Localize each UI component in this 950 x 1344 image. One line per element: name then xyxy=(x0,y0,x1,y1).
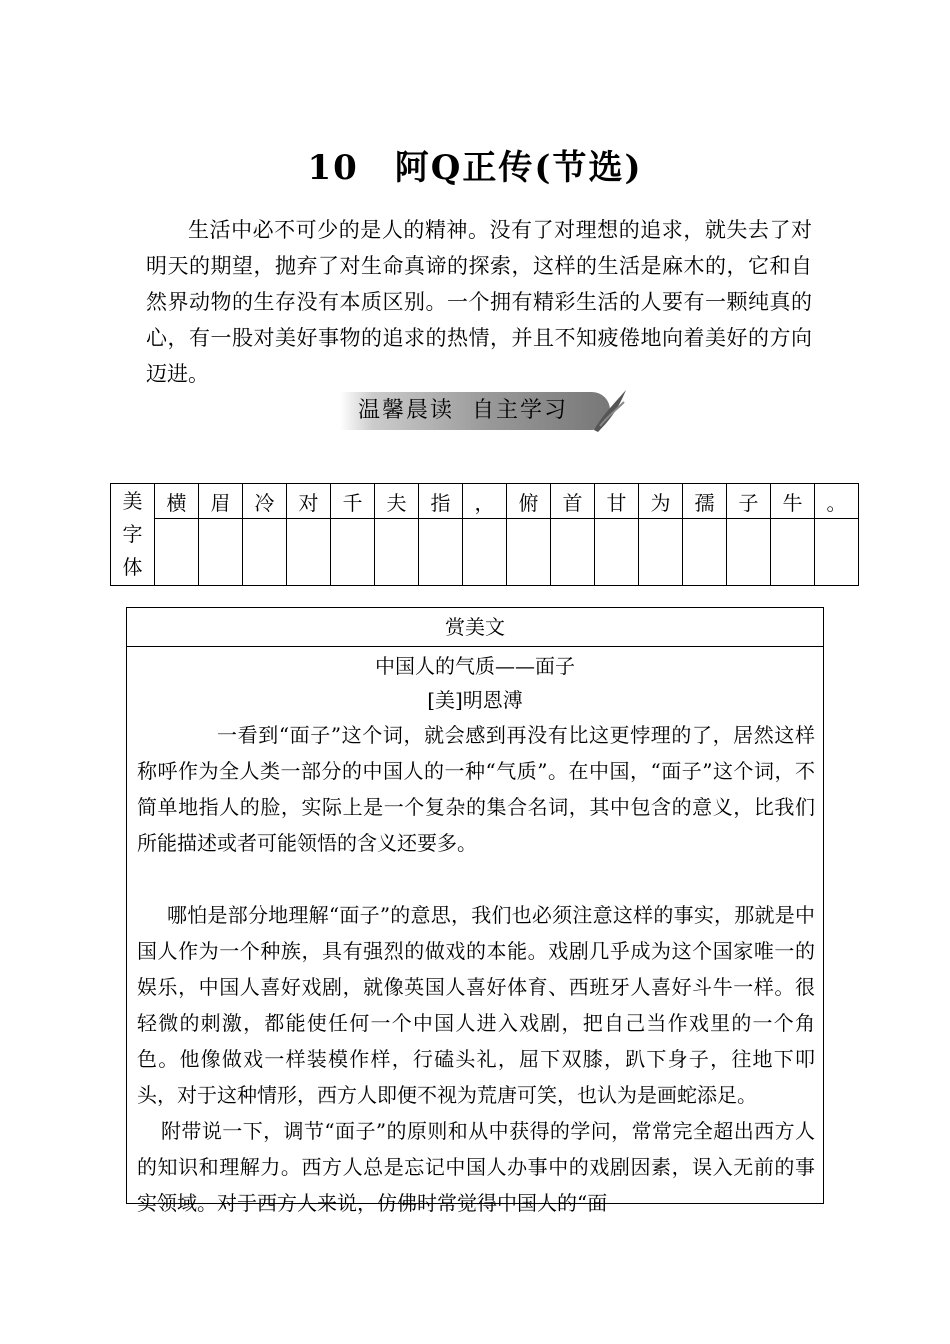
char-cell: 俯 xyxy=(507,484,551,519)
char-cell: 横 xyxy=(155,484,199,519)
practice-cell[interactable] xyxy=(595,519,639,586)
banner-text: 温馨晨读 自主学习 xyxy=(358,398,568,423)
char-cell: 牛 xyxy=(771,484,815,519)
practice-cell[interactable] xyxy=(639,519,683,586)
article-header: 赏美文 xyxy=(127,608,823,647)
char-cell: 指 xyxy=(419,484,463,519)
practice-cell[interactable] xyxy=(155,519,199,586)
practice-cell[interactable] xyxy=(287,519,331,586)
practice-cell[interactable] xyxy=(727,519,771,586)
brush-stroke-icon xyxy=(590,386,630,436)
char-cell: ， xyxy=(463,484,507,519)
article-paragraph: 附带说一下，调节“面子”的原则和从中获得的学问，常常完全超出西方人的知识和理解力。西方人总是忘记中国人办事中的戏剧因素，误入无前的事实领域。对于西方人来说，仿佛时常觉得中国人的“面 xyxy=(137,1119,815,1215)
char-cell: 首 xyxy=(551,484,595,519)
practice-cell[interactable] xyxy=(419,519,463,586)
article-paragraph: 哪怕是部分地理解“面子”的意思，我们也必须注意这样的事实，那就是中国人作为一个种族，具有强烈的做戏的本能。戏剧几乎成为这个国家唯一的娱乐，中国人喜好戏剧，就像英国人喜好体育、西班牙人喜好斗牛一样。很轻微的刺激，都能使任何一个中国人进入戏剧，把自己当作戏里的一个角色。他像做戏一样装模作样，行磕头礼，屈下双膝，趴下身子，往地下叩头，对于这种情形，西方人即便不视为荒唐可笑，也认为是画蛇添足。 xyxy=(137,903,815,1107)
practice-cell[interactable] xyxy=(771,519,815,586)
char-cell: 甘 xyxy=(595,484,639,519)
article-author: [美]明恩溥 xyxy=(427,688,523,712)
section-banner xyxy=(340,386,630,436)
char-cell: 千 xyxy=(331,484,375,519)
table-label: 美 字 体 xyxy=(111,484,155,586)
practice-cell[interactable] xyxy=(463,519,507,586)
practice-cell[interactable] xyxy=(551,519,595,586)
calligraphy-table xyxy=(110,483,859,586)
char-cell: 眉 xyxy=(199,484,243,519)
practice-cell[interactable] xyxy=(683,519,727,586)
practice-cell[interactable] xyxy=(375,519,419,586)
practice-cell[interactable] xyxy=(507,519,551,586)
char-cell: 对 xyxy=(287,484,331,519)
practice-cell[interactable] xyxy=(331,519,375,586)
intro-paragraph: 生活中必不可少的是人的精神。没有了对理想的追求，就失去了对明天的期望，抛弃了对生命真谛的探索，这样的生活是麻木的，它和自然界动物的生存没有本质区别。一个拥有精彩生活的人要有一颗纯真的心，有一股对美好事物的追求的热情，并且不知疲倦地向着美好的方向迈进。 xyxy=(146,218,812,386)
page-title: 10 阿Q正传(节选) xyxy=(307,148,643,188)
char-cell: 子 xyxy=(727,484,771,519)
char-cell: 孺 xyxy=(683,484,727,519)
article-title: 中国人的气质——面子 xyxy=(375,654,575,678)
practice-cell[interactable] xyxy=(199,519,243,586)
article-paragraph: 一看到“面子”这个词，就会感到再没有比这更悖理的了，居然这样称呼作为全人类一部分的中国人的一种“气质”。在中国，“面子”这个词，不简单地指人的脸，实际上是一个复杂的集合名词，其中包含的意义，比我们所能描述或者可能领悟的含义还要多。 xyxy=(137,723,815,855)
practice-cell[interactable] xyxy=(815,519,859,586)
char-cell: 。 xyxy=(815,484,859,519)
char-cell: 夫 xyxy=(375,484,419,519)
char-cell: 为 xyxy=(639,484,683,519)
article-box xyxy=(126,607,824,1215)
char-cell: 冷 xyxy=(243,484,287,519)
practice-cell[interactable] xyxy=(243,519,287,586)
